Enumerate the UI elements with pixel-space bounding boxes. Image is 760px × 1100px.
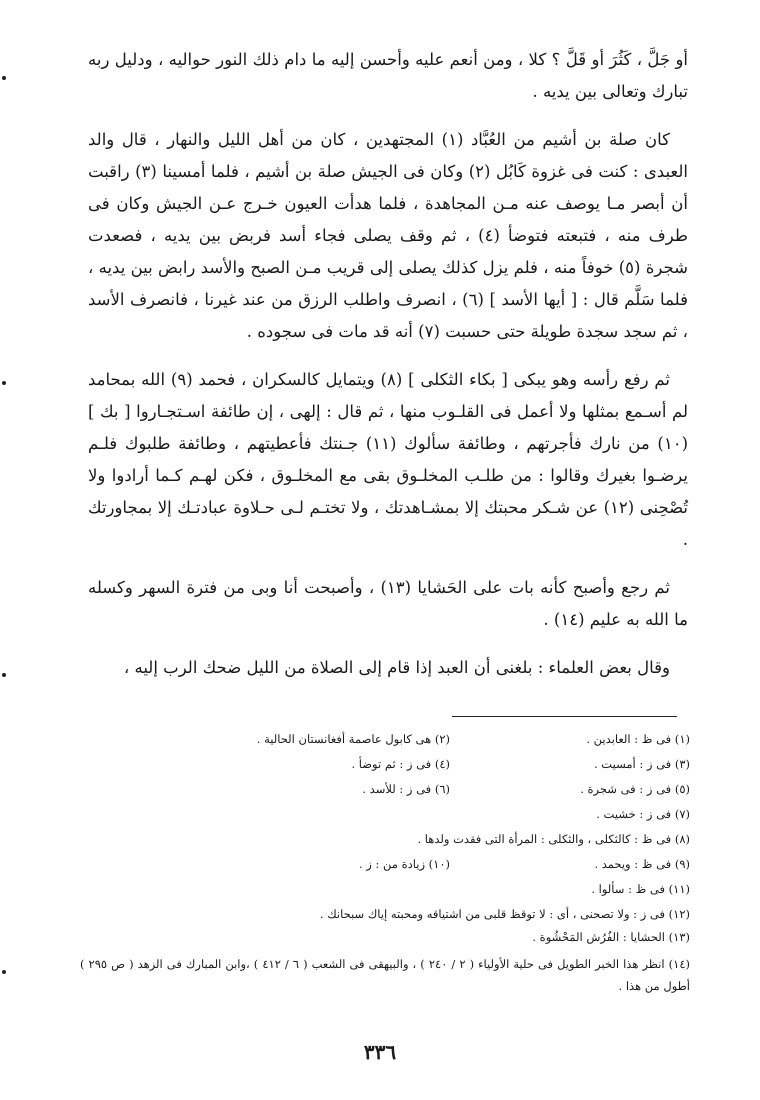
footnote-7: (٧) فى ز : خشيت . xyxy=(596,807,690,821)
footnote-1: (١) فى ظ : العابدين . xyxy=(586,732,690,746)
main-text xyxy=(88,44,688,700)
footnote-12: (١٢) فى ز : ولا تصحنى ، أى : لا توقظ قلبى من اشتياقه ومحبته إياك سبحانك . xyxy=(319,907,690,921)
footnote-6: (٦) فى ز : للأسد . xyxy=(362,782,450,796)
margin-mark xyxy=(2,76,6,80)
footnote-5: (٥) فى ز : فى شجرة . xyxy=(580,782,690,796)
margin-mark xyxy=(2,673,6,677)
footnote-13: (١٣) الحشايا : الفُرُش المَحْشُوة . xyxy=(532,930,690,944)
footnote-3: (٣) فى ز : أمسيت . xyxy=(594,757,690,771)
footnote-9: (٩) فى ظ : ويحمد . xyxy=(594,857,690,871)
page-number: ٣٣٦ xyxy=(363,1040,397,1064)
margin-mark xyxy=(2,381,6,385)
footnote-2: (٢) هى كابول عاصمة أفغانستان الحالية . xyxy=(256,732,450,746)
margin-mark xyxy=(2,970,6,974)
footnote-8: (٨) فى ظ : كالثكلى ، والثكلى : المرأة التى فقدت ولدها . xyxy=(417,832,690,846)
footnote-11: (١١) فى ظ : سألوا . xyxy=(591,882,690,896)
paragraph-5: وقال بعض العلماء : بلغنى أن العبد إذا قام إلى الصلاة من الليل ضحك الرب إليه ، xyxy=(123,658,670,677)
paragraph-2: كان صلة بن أشيم من العُبَّاد (١) المجتهدين ، كان من أهل الليل والنهار ، قال والد العبدى : كنت فى غزوة كَابُل (٢) وكان فى الجيش صلة بن أشيم ، فلما أمسينا (٣) راقبت أن أبصر مـا يوصف عنه مـن المجاهدة ، فلما هدأت العيون خـرج عـن الجيش وكان فى طرف منه ، فتبعته فتوضأ (٤) ، ثم وقف يصلى فجاء أسد فربض بين يديه ، فصعدت شجرة (٥) خوفاً منه ، فلم يزل كذلك يصلى إلى قريب مـن الصبح والأسد رابض بين يديه ، فلما سَلَّم قال : [ أيها الأسد ] (٦) ، انصرف واطلب الرزق من عند غيرنا ، فانصرف الأسد ، ثم سجد سجدة طويلة حتى حسبت (٧) أنه قد مات فى سجوده . xyxy=(88,130,688,341)
paragraph-1: أو جَلَّ ، كَثُرَ أو قَلَّ ؟ كلا ، ومن أنعم عليه وأحسن إليه ما دام ذلك النور حواليه ، ودليل ربه تبارك وتعالى بين يديه . xyxy=(88,50,688,101)
footnote-10: (١٠) زيادة من : ز . xyxy=(358,857,450,871)
footnote-4: (٤) فى ز : ثم توضأ . xyxy=(351,757,450,771)
paragraph-4: ثم رجع وأصبح كأنه بات على الحَشايا (١٣) ، وأصبحت أنا وبى من فترة السهر وكسله ما الله به عليم (١٤) . xyxy=(88,578,688,629)
footnote-divider xyxy=(452,716,677,717)
paragraph-3: ثم رفع رأسه وهو يبكى [ بكاء الثكلى ] (٨) ويتمايل كالسكران ، فحمد (٩) الله بمحامد لم أسـمع بمثلها ولا أعمل فى القلـوب منها ، ثم قال : إلهى ، إن طائفة اسـتجـاروا [ بك ] (١٠) من نارك فأجرتهم ، وطائفة سألوك (١١) جـنتك فأعطيتهم ، وطائفة طلبوك فلـم يرضـوا بغيرك وقالوا : من طلـب المخلـوق بقى مع المخلـوق ، فكن لهـم كـما أرادوا ولا تُصْحِنى (١٢) عن شـكر محبتك إلا بمشـاهدتك ، ولا تختـم لـى حـلاوة عبادتـك إلا بمجاورتك . xyxy=(88,370,689,549)
footnote-14: (١٤) انظر هذا الخبر الطويل فى حلية الأولياء ( ٢ / ٢٤٠ ) ، والبيهقى فى الشعب ( ٦ / ٤١٢ ) ،وابن المبارك فى الزهد ( ص ٢٩٥ ) أطول من هذا . xyxy=(80,957,691,993)
